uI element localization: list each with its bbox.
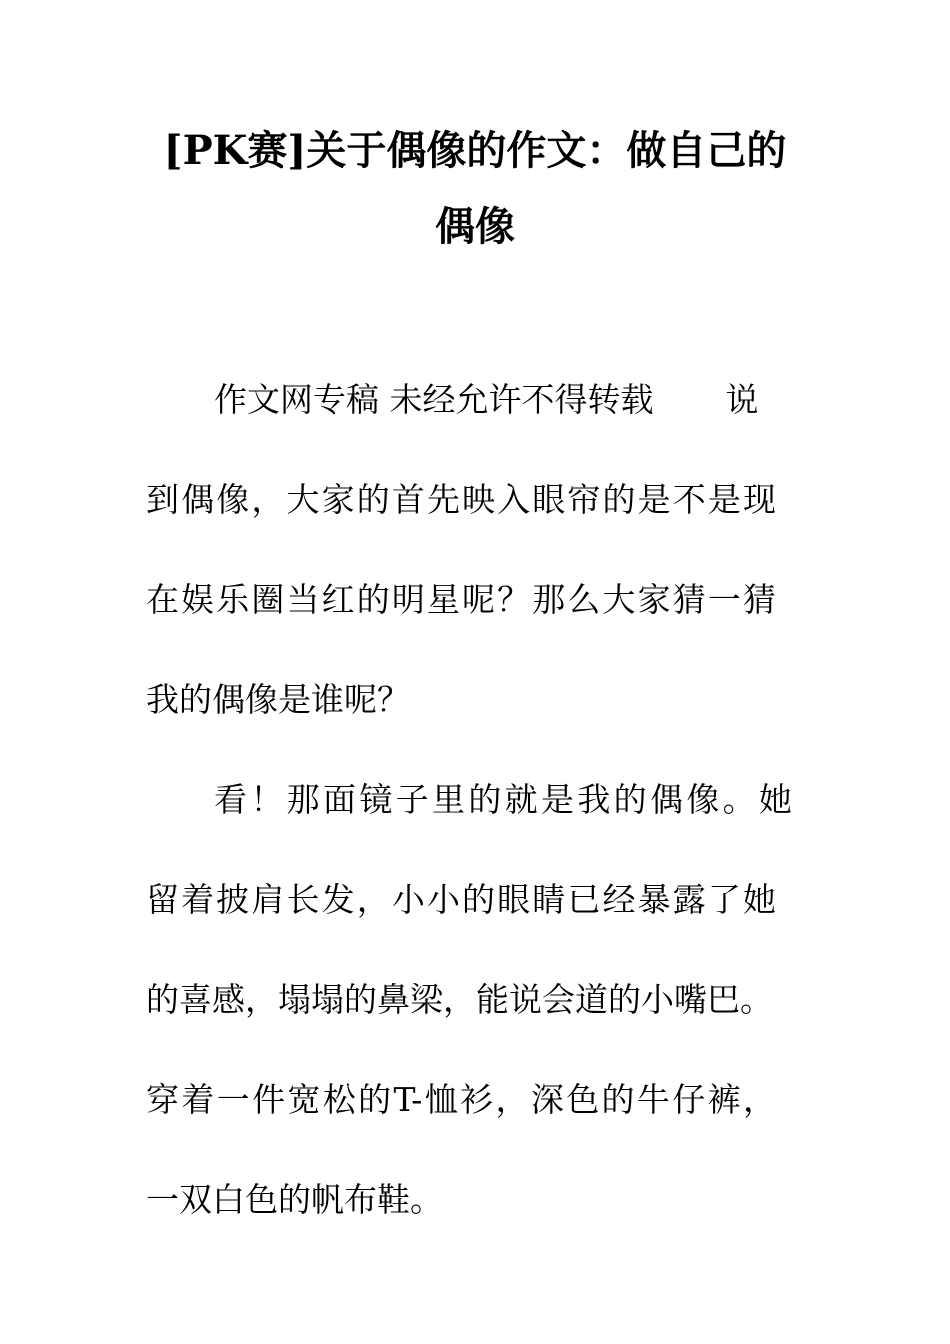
paragraph-1-line-4: 我的偶像是谁呢？ xyxy=(146,680,410,719)
paragraph-1-line-2: 到偶像，大家的首先映入眼帘的是不是现 xyxy=(146,480,776,519)
paragraph-1-line-1 xyxy=(214,380,759,420)
paragraph-2-line-3: 的喜感，塌塌的鼻梁，能说会道的小嘴巴。 xyxy=(146,980,773,1019)
paragraph-2-line-2: 留着披肩长发，小小的眼睛已经暴露了她 xyxy=(146,880,776,919)
paragraph-1-line-3: 在娱乐圈当红的明星呢？那么大家猜一猜 xyxy=(146,580,776,619)
paragraph-2-line-4: 穿着一件宽松的T-恤衫，深色的牛仔裤， xyxy=(146,1080,776,1119)
paragraph-2-line-1: 看！那面镜子里的就是我的偶像。她 xyxy=(214,780,792,819)
paragraph-1-first-char: 说 xyxy=(725,380,759,419)
byline: 作文网专稿 未经允许不得转载 xyxy=(214,380,654,419)
paragraph-2-line-5: 一双白色的帆布鞋。 xyxy=(146,1180,443,1219)
title-line-2: 偶像 xyxy=(435,203,515,250)
title-line-1: [PK赛]关于偶像的作文：做自己的 xyxy=(163,127,787,174)
